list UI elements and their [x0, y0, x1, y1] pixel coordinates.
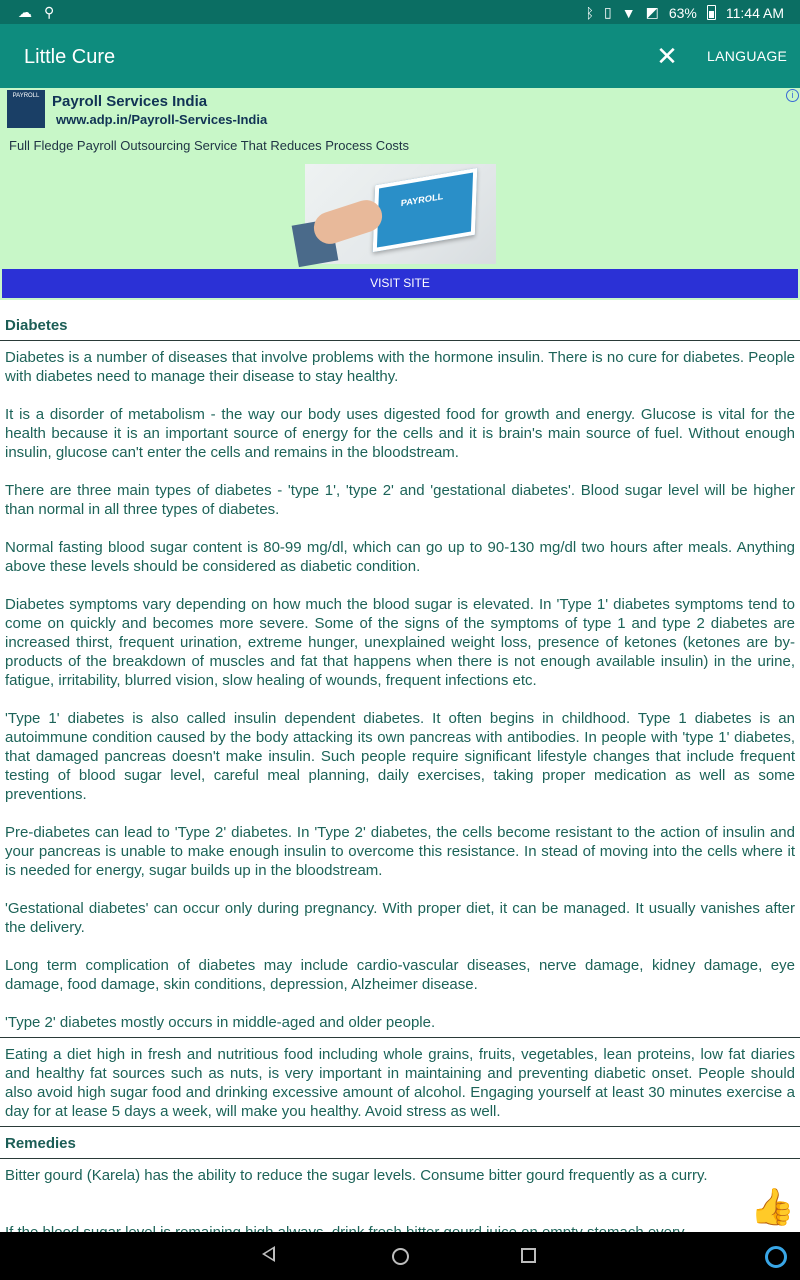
- section-heading-remedies: Remedies: [5, 1135, 76, 1152]
- article-paragraph: 'Type 2' diabetes mostly occurs in middle-aged and older people.: [5, 1014, 436, 1031]
- article-paragraph: Diabetes is a number of diseases that involve problems with the hormone insulin. There is no cure for diabetes. People with diabetes need to manage their disease to stay healthy.: [5, 349, 795, 385]
- ad-image[interactable]: PAYROLL: [305, 164, 496, 264]
- remedy-item: [5, 1223, 735, 1232]
- app-bar: [0, 24, 800, 88]
- section-heading-diabetes: Diabetes: [5, 317, 68, 334]
- divider: [0, 1037, 800, 1038]
- ad-title[interactable]: Payroll Services India: [52, 93, 208, 110]
- bluetooth-icon: ᛒ: [585, 4, 595, 21]
- assistant-icon[interactable]: [765, 1246, 787, 1268]
- article-paragraph: 'Gestational diabetes' can occur only during pregnancy. With proper diet, it can be managed. It usually vanishes after the delivery.: [5, 900, 795, 936]
- divider: [0, 1126, 800, 1127]
- vibrate-icon: ▯: [604, 4, 612, 20]
- article-paragraph: There are three main types of diabetes - 'type 1', 'type 2' and 'gestational diabetes'. Blood sugar level will be higher than normal in all three types of diabetes.: [5, 482, 795, 518]
- home-icon[interactable]: [392, 1248, 409, 1265]
- article-paragraph: Normal fasting blood sugar content is 80-99 mg/dl, which can go up to 90-130 mg/dl two hours after meals. Anything above these levels should be considered as diabetic condition.: [5, 539, 795, 575]
- ad-logo[interactable]: PAYROLL: [7, 90, 45, 128]
- status-bar: [0, 0, 800, 24]
- prevention-paragraph: Eating a diet high in fresh and nutritious food including whole grains, fruits, vegetables, lean proteins, low fat diaries and healthy fat sources such as nuts, is very important in maintaining and preventing diabetic onset. People should also avoid high sugar food and drinking excessive amount of alcohol. Engaging yourself at least 30 minutes exercise a day for at lease 5 days a week, will make you healthy. Avoid stress as well.: [5, 1046, 795, 1120]
- recent-apps-icon[interactable]: [521, 1248, 536, 1263]
- divider: [0, 1158, 800, 1159]
- app-title: Little Cure: [24, 46, 116, 68]
- battery-icon: [707, 5, 716, 20]
- wifi-icon: ▼: [621, 4, 636, 21]
- remedy-item: Bitter gourd (Karela) has the ability to reduce the sugar levels. Consume bitter gourd frequently as a curry.: [5, 1167, 708, 1184]
- article-paragraph: Diabetes symptoms vary depending on how much the blood sugar is elevated. In 'Type 1' diabetes symptoms tend to come on quickly and becomes more severe. Some of the signs of the symptoms of type 1 and type 2 diabetes are increased thirst, frequent urination, extreme hunger, unexplained weight loss, presence of ketones (ketones are by-products of the breakdown of muscles and fat that happens when there is not enough available insulin) in the urine, fatigue, irritability, blurred vision, slow healing of wounds, frequent infections etc.: [5, 596, 795, 689]
- ad-description: Full Fledge Payroll Outsourcing Service That Reduces Process Costs: [9, 138, 410, 153]
- article-paragraph: Pre-diabetes can lead to 'Type 2' diabetes. In 'Type 2' diabetes, the cells become resistant to the action of insulin and your pancreas is unable to make enough insulin to overcome this resistance. In stead of moving into the cells where it is needed for energy, sugar builds up in the bloodstream.: [5, 824, 795, 879]
- clock: 11:44 AM: [725, 4, 784, 21]
- usb-icon: ⚲: [44, 4, 55, 20]
- article-paragraph: Long term complication of diabetes may include cardio-vascular diseases, nerve damage, kidney damage, eye damage, food damage, skin conditions, depression, Alzheimer disease.: [5, 957, 795, 993]
- article-paragraph: 'Type 1' diabetes is also called insulin dependent diabetes. It often begins in childhood. Type 1 diabetes is an autoimmune condition caused by the body attacking its own pancreas with antibodies. In people with 'type 1' diabetes, that damaged pancreas doesn't make insulin. Such people require significant lifestyle changes that include frequent testing of blood sugar level, careful meal planning, daily exercises, taking proper medication as well as some preventions.: [5, 710, 795, 803]
- close-icon[interactable]: ✕: [656, 41, 678, 71]
- no-sim-icon: ◩: [645, 4, 659, 20]
- visit-site-button[interactable]: VISIT SITE: [2, 269, 798, 298]
- language-button[interactable]: LANGUAGE: [707, 48, 788, 64]
- ad-url[interactable]: www.adp.in/Payroll-Services-India: [56, 112, 268, 127]
- cloud-icon: ☁: [18, 4, 32, 20]
- battery-percent: 63%: [668, 4, 697, 21]
- back-icon[interactable]: [262, 1246, 275, 1262]
- article-paragraph: It is a disorder of metabolism - the way our body uses digested food for growth and energy. Glucose is vital for the health because it is an important source of energy for the cells and it is brain's main source of fuel. Without enough insulin, glucose can't enter the cells and remains in the bloodstream.: [5, 406, 795, 461]
- ad-info-icon[interactable]: i: [786, 89, 799, 102]
- thumbs-up-icon[interactable]: 👍: [750, 1186, 795, 1227]
- divider: [0, 340, 800, 341]
